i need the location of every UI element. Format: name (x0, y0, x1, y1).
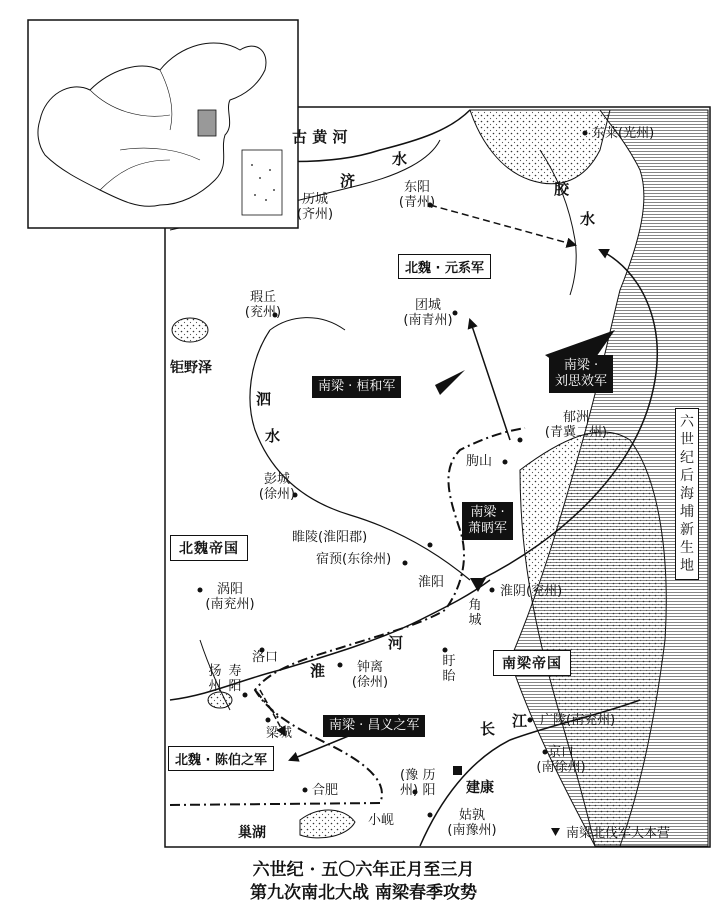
city-dot-suyu (403, 561, 408, 566)
army-liusixiao: 南梁 · 刘思效军 (549, 355, 613, 393)
label-jiaoshui-1: 胶 (554, 180, 570, 198)
label-sishui-1: 泗 (256, 390, 272, 408)
label-jingkou: 京口 (南徐州) (536, 745, 586, 775)
city-dot-donglai (583, 131, 588, 136)
label-changjiang-1: 长 (480, 720, 496, 738)
label-jiankang: 建康 (466, 780, 494, 796)
army-changyi: 南梁 · 昌义之军 (323, 715, 425, 737)
label-zhongli: 钟离 (徐州) (351, 660, 389, 690)
label-huaiyang: 淮阳 (418, 575, 445, 590)
arrow-yuanxi (430, 205, 575, 245)
label-donglai: 东莱(光州) (592, 126, 655, 141)
army-huanhe: 南梁 · 桓和军 (312, 376, 401, 398)
label-liyang: 历 阳 (422, 768, 436, 798)
title-line-2: 第九次南北大战 南梁春季攻势 (250, 883, 477, 903)
region-beiwei: 北魏帝国 (170, 535, 248, 561)
coast-note: 六 世 纪 后 海 埔 新 生 地 (675, 408, 699, 580)
label-dongyang: 东阳 (青州) (398, 180, 436, 210)
label-juyeze: 钜野泽 (170, 360, 212, 376)
label-hefei: 合肥 (312, 783, 339, 798)
legend-hq: 南梁北伐军大本营 (566, 826, 671, 841)
label-yuzhou2: (豫 州) (400, 768, 419, 798)
label-huaihe-1: 淮 (310, 662, 326, 680)
army-chenbo: 北魏 · 陈伯之军 (168, 746, 274, 771)
label-yuzhou: 郁洲 (青冀二州) (544, 410, 608, 440)
label-jishui-2: 水 (392, 150, 408, 168)
label-changjiang-2: 江 (512, 712, 528, 730)
title-line-1: 六世纪 · 五〇六年正月至三月 (252, 860, 475, 880)
inset-sea-box (242, 150, 282, 215)
label-suyu: 宿预(东徐州) (316, 552, 392, 567)
label-liangcheng: 梁城 (266, 726, 293, 741)
label-jiaoshui-2: 水 (580, 210, 596, 228)
label-tuancheng: 团城 (南青州) (403, 298, 453, 328)
label-huaihe-2: 河 (388, 634, 404, 652)
label-jishui-1: 济 (340, 172, 356, 190)
label-suiling: 睢陵(淮阳郡) (292, 530, 368, 545)
label-qushan: 朐山 (466, 454, 493, 469)
label-gu-huanghe: 古 黄 河 (292, 128, 348, 146)
capital-marker (453, 766, 462, 775)
label-luokou: 洛口 (252, 650, 279, 665)
inset-highlight (198, 110, 216, 136)
label-huaiyin: 淮阴(兖州) (500, 584, 563, 599)
army-yuanxi: 北魏 · 元系军 (398, 254, 491, 279)
city-dot-suiling (428, 543, 433, 548)
legend-hq-symbol (551, 828, 560, 836)
label-jiaocheng: 角 城 (468, 598, 482, 628)
juyeze-lake (172, 318, 208, 342)
label-xiaqiu: 瑕丘 (兖州) (244, 290, 282, 320)
city-dot-gushu (428, 813, 433, 818)
city-dot-huaiyin (490, 588, 495, 593)
city-dot-hefei (303, 788, 308, 793)
label-chaohu: 巢湖 (238, 825, 266, 841)
city-dot-liangcheng (266, 718, 271, 723)
label-gushu: 姑孰 (南豫州) (447, 808, 497, 838)
label-pengcheng: 彭城 (徐州) (258, 472, 296, 502)
label-xiaoxian: 小岘 (368, 813, 395, 828)
coast-north (470, 110, 610, 184)
arrow-huanhe (470, 320, 510, 440)
pointer-huanhe (435, 370, 465, 395)
city-dot-qushan (503, 460, 508, 465)
city-dot-yuzhou (518, 438, 523, 443)
label-shouyang: 寿 阳 (228, 664, 242, 694)
label-woyang: 涡阳 (南兖州) (205, 582, 255, 612)
label-yangzhou: 扬 州 (208, 664, 222, 694)
label-xuyi: 盱 眙 (442, 654, 456, 684)
city-dot-xuyi (443, 648, 448, 653)
city-dot-guangling (528, 718, 533, 723)
label-sishui-2: 水 (265, 427, 281, 445)
label-licheng: 历城 (齐州) (296, 192, 334, 222)
small-lake (208, 692, 232, 708)
region-nanliang: 南梁帝国 (493, 650, 571, 676)
chaohu-lake (300, 810, 355, 838)
label-guangling: 广陵(南兖州) (540, 713, 616, 728)
army-xiaobing: 南梁 · 萧昞军 (462, 502, 513, 540)
